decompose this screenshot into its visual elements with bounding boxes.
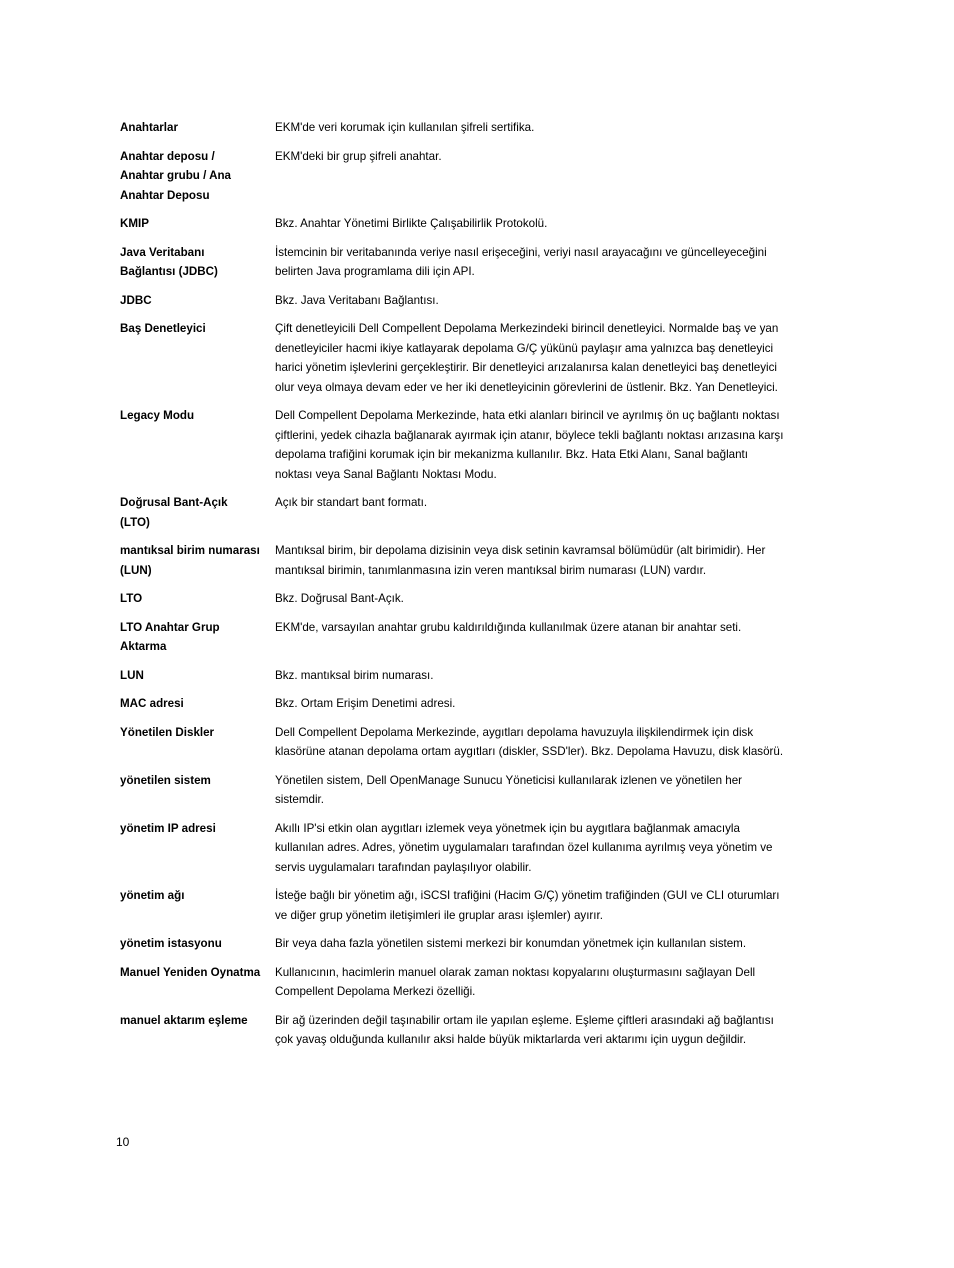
glossary-term: Anahtar deposu / Anahtar grubu / Ana Anahtar Deposu xyxy=(120,149,232,202)
glossary-definition: EKM'de, varsayılan anahtar grubu kaldırıldığında kullanılmak üzere atanan bir anahtar seti. xyxy=(275,620,742,634)
glossary-definition: Bkz. Doğrusal Bant-Açık. xyxy=(275,592,404,605)
glossary-entry xyxy=(120,723,820,762)
glossary-entry xyxy=(120,589,820,609)
glossary-term: mantıksal birim numarası (LUN) xyxy=(120,544,260,577)
glossary-definition: Bir veya daha fazla yönetilen sistemi merkezi bir konumdan yönetmek için kullanılan sistem. xyxy=(275,937,747,950)
glossary-term: Baş Denetleyici xyxy=(120,322,206,335)
glossary-definition: Çift denetleyicili Dell Compellent Depolama Merkezindeki birincil denetleyici. Normalde baş ve yan denetleyiciler hacmi ikiye katlayarak depolama G/Ç yükünü paylaşır ama yalnızca baş denetleyici harici yönetim işlevlerini gerçekleştirir. Bir denetleyici arızalanırsa kalan denetleyici baş denetleyici olur veya olmaya devam eder ve her iki denetleyicinin görevlerini de üstlenir. Bkz. Yan Denetleyici. xyxy=(275,322,779,394)
glossary-definition: İsteğe bağlı bir yönetim ağı, iSCSI trafiğini (Hacim G/Ç) yönetim trafiğinden (GUI ve CLI oturumları ve diğer grup yönetim iletişimleri ile gruplar arası işlemler) ayırır. xyxy=(275,889,780,922)
glossary-definition: EKM'deki bir grup şifreli anahtar. xyxy=(275,149,442,163)
glossary-term: LTO Anahtar Grup Aktarma xyxy=(120,620,220,653)
glossary-definition: Yönetilen sistem, Dell OpenManage Sunucu Yöneticisi kullanılarak izlenen ve yönetilen her sistemdir. xyxy=(275,773,743,806)
glossary-entry xyxy=(120,406,820,484)
glossary-term: KMIP xyxy=(120,217,149,230)
glossary-term: manuel aktarım eşleme xyxy=(120,1013,248,1027)
glossary-term: Legacy Modu xyxy=(120,409,195,422)
glossary-entry xyxy=(120,214,820,234)
glossary-term: Yönetilen Diskler xyxy=(120,725,215,739)
glossary-definition: Dell Compellent Depolama Merkezinde, hata etki alanları birincil ve ayrılmış ön uç bağlantı noktası çiftlerini, yedek cihazla bağlanarak ayırmak için atanır, böylece tekli bağlantı noktası arızasına karşı depolama trafiğini korumak için bir mekanizma kullanılır. Bkz. Hata Etki Alanı, Sanal bağlantı noktası veya Sanal Bağlantı Noktası Modu. xyxy=(275,409,784,481)
glossary-entry xyxy=(120,291,820,311)
glossary-definition: EKM'de veri korumak için kullanılan şifreli sertifika. xyxy=(275,121,535,134)
glossary-entry xyxy=(120,934,820,954)
glossary-entry xyxy=(120,819,820,878)
glossary-term: Anahtarlar xyxy=(120,121,178,134)
glossary-term: Java Veritabanı Bağlantısı (JDBC) xyxy=(120,245,218,278)
glossary-entry xyxy=(120,319,820,397)
glossary-definition: İstemcinin bir veritabanında veriye nasıl erişeceğini, veriyi nasıl arayacağını ve güncelleyeceğini belirten Java programlama dili için API. xyxy=(275,245,767,278)
glossary-entry xyxy=(120,493,820,532)
glossary-term: yönetim istasyonu xyxy=(120,937,222,950)
glossary-definition: Bkz. Java Veritabanı Bağlantısı. xyxy=(275,293,439,307)
page-number: 10 xyxy=(116,1135,130,1149)
glossary-term: yönetim IP adresi xyxy=(120,821,216,835)
glossary-entry xyxy=(120,963,820,1002)
glossary-entry xyxy=(120,1011,820,1050)
glossary-definition: Akıllı IP'si etkin olan aygıtları izlemek veya yönetmek için bu aygıtlara bağlanmak amacıyla kullanılan adres. Adres, yönetim uygulamaları tarafından özel kullanıma ayrılmış veya yönetim ve servis uygulamaları tarafından paylaşılıyor olabilir. xyxy=(275,821,773,874)
glossary-entry xyxy=(120,243,820,282)
glossary-definition: Bir ağ üzerinden değil taşınabilir ortam ile yapılan eşleme. Eşleme çiftleri arasındaki ağ bağlantısı çok yavaş olduğunda kullanılır aksi halde büyük miktarlarda veri aktarımı için uygun değildir. xyxy=(275,1013,774,1046)
glossary-definition: Mantıksal birim, bir depolama dizisinin veya disk setinin kavramsal bölümüdür (alt birimidir). Her mantıksal birimin, tanımlanmasına izin veren mantıksal birim numarası (LUN) vardır. xyxy=(275,544,766,577)
glossary-entry xyxy=(120,147,820,206)
glossary-term: Doğrusal Bant-Açık (LTO) xyxy=(120,496,228,529)
glossary-definition: Açık bir standart bant formatı. xyxy=(275,496,428,509)
glossary-entry xyxy=(120,666,820,686)
glossary-entry xyxy=(120,118,820,138)
glossary-entry xyxy=(120,694,820,714)
glossary-definition: Bkz. Ortam Erişim Denetimi adresi. xyxy=(275,697,456,710)
glossary-term: LTO xyxy=(120,592,143,605)
glossary-definition: Dell Compellent Depolama Merkezinde, aygıtları depolama havuzuyla ilişkilendirmek için disk klasörüne atanan depolama ortam aygıtları (diskler, SSD'ler). Bkz. Depolama Havuzu, disk klasörü. xyxy=(275,725,784,758)
glossary-definition: Kullanıcının, hacimlerin manuel olarak zaman noktası kopyalarını oluşturmasını sağlayan Dell Compellent Depolama Merkezi özelliği. xyxy=(275,965,756,998)
glossary-entry xyxy=(120,886,820,925)
glossary-definition: Bkz. mantıksal birim numarası. xyxy=(275,668,434,682)
glossary-term: Manuel Yeniden Oynatma xyxy=(120,965,261,979)
glossary-term: yönetim ağı xyxy=(120,889,185,902)
glossary-entry xyxy=(120,618,820,657)
glossary-term: yönetilen sistem xyxy=(120,773,211,787)
glossary-entry xyxy=(120,771,820,810)
glossary-entry xyxy=(120,541,820,580)
glossary-term: LUN xyxy=(120,668,144,682)
glossary-list xyxy=(120,118,820,1059)
glossary-term: MAC adresi xyxy=(120,697,184,710)
glossary-term: JDBC xyxy=(120,293,152,307)
glossary-definition: Bkz. Anahtar Yönetimi Birlikte Çalışabilirlik Protokolü. xyxy=(275,217,548,230)
